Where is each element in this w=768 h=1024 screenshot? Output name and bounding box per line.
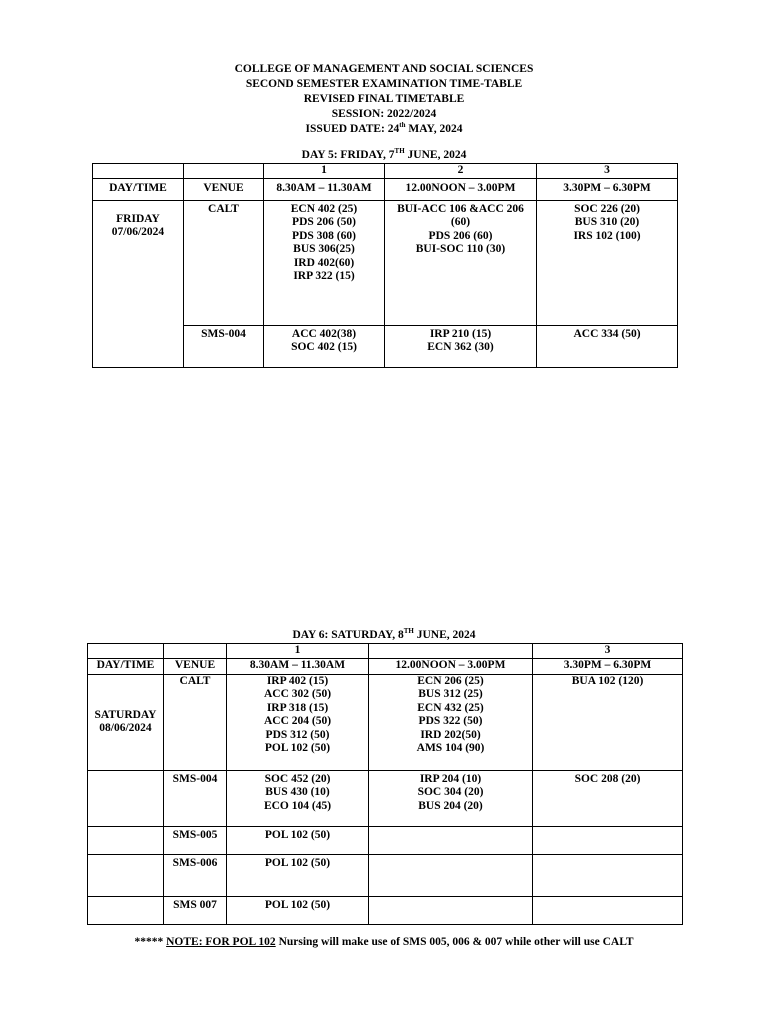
blank-cell — [88, 826, 164, 854]
day6-title: DAY 6: SATURDAY, 8TH JUNE, 2024 — [292, 627, 476, 641]
daytime-header: DAY/TIME — [88, 658, 164, 674]
time-header: 8.30AM – 11.30AM — [264, 178, 385, 200]
period-number — [369, 644, 533, 659]
course-cell — [533, 826, 683, 854]
blank-cell — [88, 854, 164, 896]
note-text: Nursing will make use of SMS 005, 006 & 007 while other will use CALT — [275, 936, 634, 948]
note-label: NOTE: FOR POL 102 — [166, 936, 276, 948]
course-cell: ECN 206 (25) BUS 312 (25) ECN 432 (25) PDS 322 (50) IRD 202(50) AMS 104 (90) — [369, 674, 533, 770]
course-cell: ECN 402 (25) PDS 206 (50) PDS 308 (60) BUS 306(25) IRD 402(60) IRP 322 (15) — [264, 200, 385, 325]
timetable-title: SECOND SEMESTER EXAMINATION TIME-TABLE — [245, 78, 523, 90]
session-label: SESSION: 2022/2024 — [331, 108, 437, 120]
venue-header: VENUE — [184, 178, 264, 200]
venue-cell: SMS-006 — [164, 854, 227, 896]
course-cell: IRP 204 (10) SOC 304 (20) BUS 204 (20) — [369, 770, 533, 826]
time-header: 3.30PM – 6.30PM — [537, 178, 678, 200]
venue-cell: SMS-004 — [164, 770, 227, 826]
day-cell: SATURDAY 08/06/2024 — [88, 674, 164, 770]
day5-title: DAY 5: FRIDAY, 7TH JUNE, 2024 — [301, 147, 467, 161]
venue-cell: CALT — [164, 674, 227, 770]
day-cell: FRIDAY 07/06/2024 — [93, 200, 184, 367]
blank-cell — [184, 164, 264, 179]
course-cell — [369, 896, 533, 924]
note-stars: ***** — [134, 936, 167, 948]
course-cell: ACC 334 (50) — [537, 325, 678, 367]
time-header: 12.00NOON – 3.00PM — [385, 178, 537, 200]
course-cell — [369, 826, 533, 854]
time-header: 3.30PM – 6.30PM — [533, 658, 683, 674]
course-cell: POL 102 (50) — [227, 854, 369, 896]
course-cell — [533, 896, 683, 924]
blank-cell — [88, 896, 164, 924]
blank-cell — [88, 644, 164, 659]
venue-cell: CALT — [184, 200, 264, 325]
course-cell: SOC 452 (20) BUS 430 (10) ECO 104 (45) — [227, 770, 369, 826]
course-cell — [369, 854, 533, 896]
venue-cell: SMS 007 — [164, 896, 227, 924]
day5-timetable — [92, 163, 678, 368]
issued-date: ISSUED DATE: 24th MAY, 2024 — [305, 121, 463, 135]
course-cell: BUA 102 (120) — [533, 674, 683, 770]
time-header: 8.30AM – 11.30AM — [227, 658, 369, 674]
course-cell: IRP 402 (15) ACC 302 (50) IRP 318 (15) ACC 204 (50) PDS 312 (50) POL 102 (50) — [227, 674, 369, 770]
course-cell: SOC 208 (20) — [533, 770, 683, 826]
course-cell: POL 102 (50) — [227, 826, 369, 854]
course-cell: BUI-ACC 106 &ACC 206 (60) PDS 206 (60) BUI-SOC 110 (30) — [385, 200, 537, 325]
footnote — [0, 936, 768, 948]
daytime-header: DAY/TIME — [93, 178, 184, 200]
course-cell: SOC 226 (20) BUS 310 (20) IRS 102 (100) — [537, 200, 678, 325]
course-cell: POL 102 (50) — [227, 896, 369, 924]
venue-cell: SMS-005 — [164, 826, 227, 854]
revision-label: REVISED FINAL TIMETABLE — [303, 93, 465, 105]
course-cell — [533, 854, 683, 896]
blank-cell — [88, 770, 164, 826]
course-cell: ACC 402(38) SOC 402 (15) — [264, 325, 385, 367]
period-number: 1 — [227, 644, 369, 659]
blank-cell — [93, 164, 184, 179]
venue-cell: SMS-004 — [184, 325, 264, 367]
period-number: 3 — [537, 164, 678, 179]
period-number: 3 — [533, 644, 683, 659]
blank-cell — [164, 644, 227, 659]
time-header: 12.00NOON – 3.00PM — [369, 658, 533, 674]
course-cell: IRP 210 (15) ECN 362 (30) — [385, 325, 537, 367]
venue-header: VENUE — [164, 658, 227, 674]
period-number: 1 — [264, 164, 385, 179]
day6-timetable — [87, 643, 683, 925]
period-number: 2 — [385, 164, 537, 179]
college-name: COLLEGE OF MANAGEMENT AND SOCIAL SCIENCES — [234, 63, 534, 75]
document-header — [0, 62, 768, 137]
